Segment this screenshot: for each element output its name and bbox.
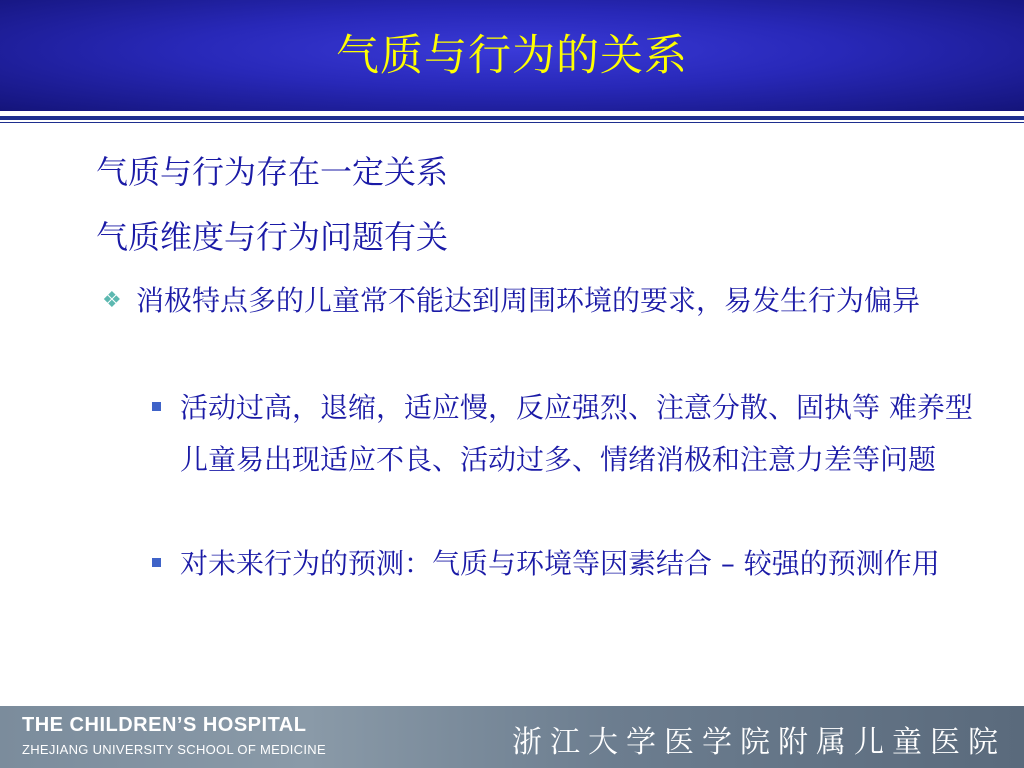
bullet-text-level2-2: 对未来行为的预测：气质与环境等因素结合 – 较强的预测作用: [180, 547, 940, 580]
bullet-item-level2-1: [148, 382, 982, 486]
bullet-text-level1: 消极特点多的儿童常不能达到周围环境的要求，易发生行为偏异: [136, 284, 921, 317]
slide-title: 气质与行为的关系: [336, 31, 688, 81]
plain-line-1: 气质与行为存在一定关系: [96, 153, 449, 191]
square-bullet-icon: [152, 402, 161, 411]
hospital-name-english: THE CHILDREN’S HOSPITAL: [22, 714, 307, 736]
footer-banner: [0, 706, 1024, 768]
bullet-text-level2-1: 活动过高，退缩，适应慢，反应强烈、注意分散、固执等 难养型儿童易出现适应不良、活动过多、情绪消极和注意力差等问题: [180, 391, 973, 476]
school-name-english: ZHEJIANG UNIVERSITY SCHOOL OF MEDICINE: [22, 742, 326, 757]
plain-line-2: 气质维度与行为问题有关: [96, 218, 449, 256]
diamond-bullet-icon: ❖: [102, 288, 122, 313]
bullet-item-level1: [102, 275, 982, 327]
bullet-item-level2-2: [148, 538, 982, 590]
square-bullet-icon: [152, 558, 161, 567]
hospital-name-chinese: 浙江大学医学院附属儿童医院: [512, 725, 1006, 760]
